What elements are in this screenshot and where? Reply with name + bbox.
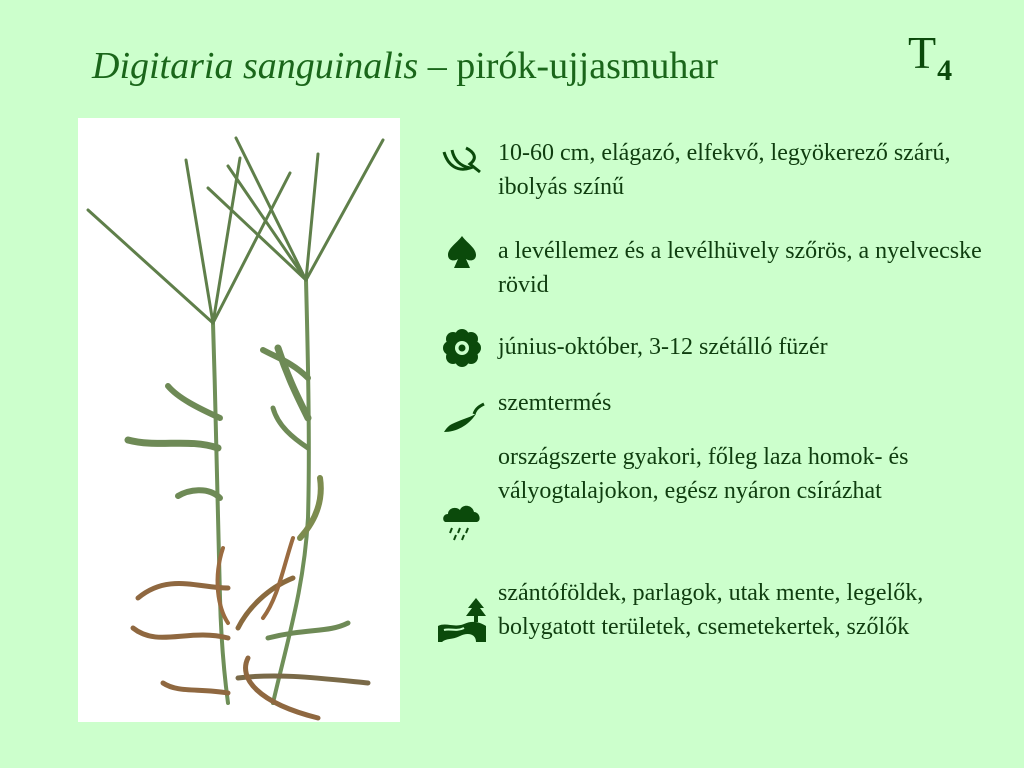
page-title bbox=[92, 44, 718, 88]
title-separator: – bbox=[418, 45, 457, 87]
category-tag-letter: T bbox=[908, 27, 937, 78]
list-item-text: a levéllemez és a levélhüvely szőrös, a nyelvecske rövid bbox=[498, 238, 982, 298]
list-item-text: országszerte gyakori, főleg laza homok- és vályogtalajokon, egész nyáron csírázhat bbox=[498, 444, 909, 504]
list-item-text: 10-60 cm, elágazó, elfekvő, legyökerező szárú, ibolyás színű bbox=[498, 140, 951, 200]
common-name: pirók-ujjasmuhar bbox=[456, 45, 718, 87]
latin-name: Digitaria sanguinalis bbox=[92, 45, 419, 87]
flower-icon bbox=[436, 326, 488, 370]
plant-photo bbox=[78, 118, 400, 722]
list-item-text: szemtermés bbox=[498, 390, 612, 416]
plant-height-icon bbox=[436, 138, 488, 182]
plant-illustration bbox=[78, 118, 400, 722]
category-tag bbox=[908, 26, 952, 88]
category-tag-index: 4 bbox=[937, 54, 953, 87]
list-item-text: szántóföldek, parlagok, utak mente, legelők, bolygatott területek, csemetekertek, szőlők bbox=[498, 580, 924, 640]
rain-cloud-icon bbox=[436, 500, 488, 544]
list-item-text: június-október, 3-12 szétálló füzér bbox=[498, 334, 828, 360]
leaf-spade-icon bbox=[436, 230, 488, 274]
habitat-road-tree-icon bbox=[436, 598, 488, 642]
fruit-icon bbox=[436, 396, 488, 440]
